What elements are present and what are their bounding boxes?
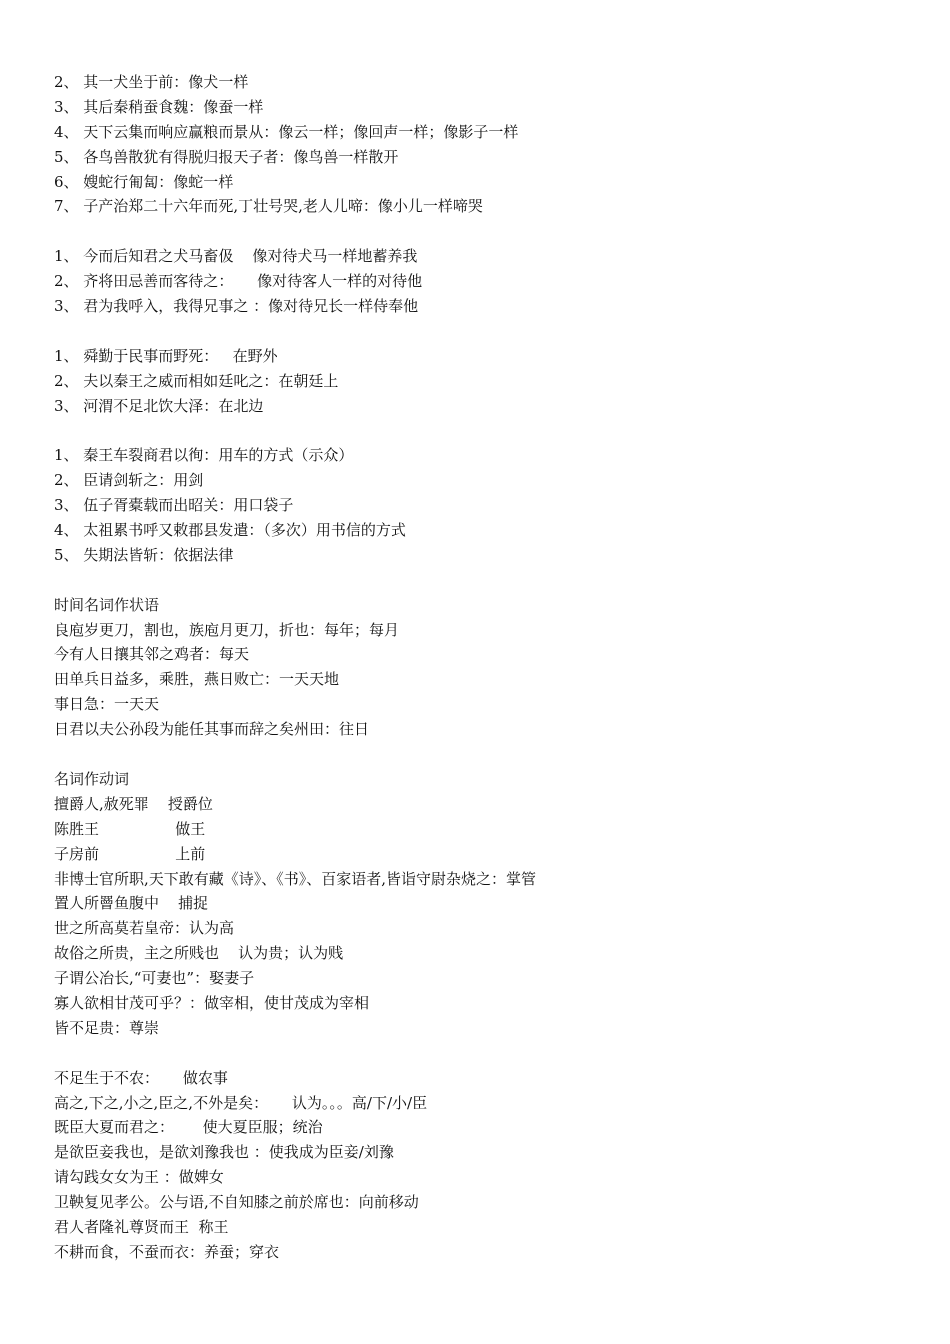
text-line: 置人所罾鱼腹中 捕捉 [54,894,209,913]
text-line: 陈胜王 做王 [54,819,206,838]
text-line: 2、 夫以秦王之威而相如廷叱之：在朝廷上 [54,371,339,390]
text-line: 3、 伍子胥橐载而出昭关：用口袋子 [54,496,294,515]
text-line: 高之,下之,小之,臣之,不外是矣： 认为。。。高/下/小/臣 [54,1093,428,1112]
blank-line [54,219,914,244]
text-line: 世之所高莫若皇帝：认为高 [54,919,235,938]
text-line: 6、 嫂蛇行匍匐：像蛇一样 [54,172,234,191]
text-line: 寡人欲相甘茂可乎？：做宰相，使甘茂成为宰相 [54,993,370,1012]
text-line: 5、 失期法皆斩：依据法律 [54,545,234,564]
text-line: 3、 其后秦稍蚕食魏：像蚕一样 [54,97,264,116]
blank-line [54,319,914,344]
text-line: 良庖岁更刀，割也，族庖月更刀，折也：每年；每月 [54,620,400,639]
blank-line [54,1041,914,1066]
text-line: 时间名词作状语 [54,595,160,614]
text-line: 7、 子产治郑二十六年而死,丁壮号哭,老人儿啼：像小儿一样啼哭 [54,197,483,216]
text-line: 1、 秦王车裂商君以徇：用车的方式（示众） [54,446,354,465]
text-line: 2、 臣请剑斩之：用剑 [54,471,204,490]
blank-line [54,418,914,443]
text-line: 今有人日攘其邻之鸡者：每天 [54,645,250,664]
text-line: 擅爵人,赦死罪 授爵位 [54,794,213,813]
text-line: 事日急：一天天 [54,695,160,714]
text-line: 日君以夫公孙段为能任其事而辞之矣州田：往日 [54,720,370,739]
text-line: 故俗之所贵，主之所贱也 认为贵；认为贱 [54,944,344,963]
text-line: 非博士官所职,天下敢有藏《诗》、《书》、百家语者,皆诣守尉杂烧之：掌管 [54,869,537,888]
text-line: 名词作动词 [54,769,130,788]
text-line: 4、 太祖累书呼又敕郡县发遣：（多次）用书信的方式 [54,521,406,540]
text-line: 不足生于不农： 做农事 [54,1068,228,1087]
blank-line [54,742,914,767]
text-line: 请勾践女女为王 ：做婢女 [54,1168,224,1187]
text-line: 是欲臣妾我也，是欲刘豫我也 ：使我成为臣妾/刘豫 [54,1143,394,1162]
blank-line [54,568,914,593]
text-line: 2、 其一犬坐于前：像犬一样 [54,73,249,91]
text-line: 不耕而食，不蚕而衣：养蚕；穿衣 [54,1242,280,1261]
text-line: 2、 齐将田忌善而客待之： 像对待客人一样的对待他 [54,272,423,291]
text-line: 1、 今而后知君之犬马畜伋 像对待犬马一样地蓄养我 [54,247,418,266]
text-line: 1、 舜勤于民事而野死： 在野外 [54,346,278,365]
text-line: 子房前 上前 [54,844,206,863]
text-line: 3、 河渭不足北饮大泽：在北边 [54,396,264,415]
text-line: 子谓公冶长,“可妻也”：娶妻子 [54,969,255,988]
text-line: 4、 天下云集而响应赢粮而景从：像云一样；像回声一样；像影子一样 [54,122,519,141]
document-body [54,70,914,1265]
text-line: 君人者隆礼尊贤而王 称王 [54,1217,229,1236]
text-line: 3、 君为我呼入，我得兄事之 ：像对待兄长一样侍奉他 [54,297,419,316]
text-line: 5、 各鸟兽散犹有得脱归报天子者：像鸟兽一样散开 [54,147,399,166]
text-line: 田单兵日益多，乘胜，燕日败亡：一天天地 [54,670,340,689]
text-line: 卫鞅复见孝公。公与语,不自知膝之前於席也：向前移动 [54,1193,419,1212]
text-line: 既臣大夏而君之： 使大夏臣服；统治 [54,1118,323,1137]
text-line: 皆不足贵：尊崇 [54,1018,160,1037]
